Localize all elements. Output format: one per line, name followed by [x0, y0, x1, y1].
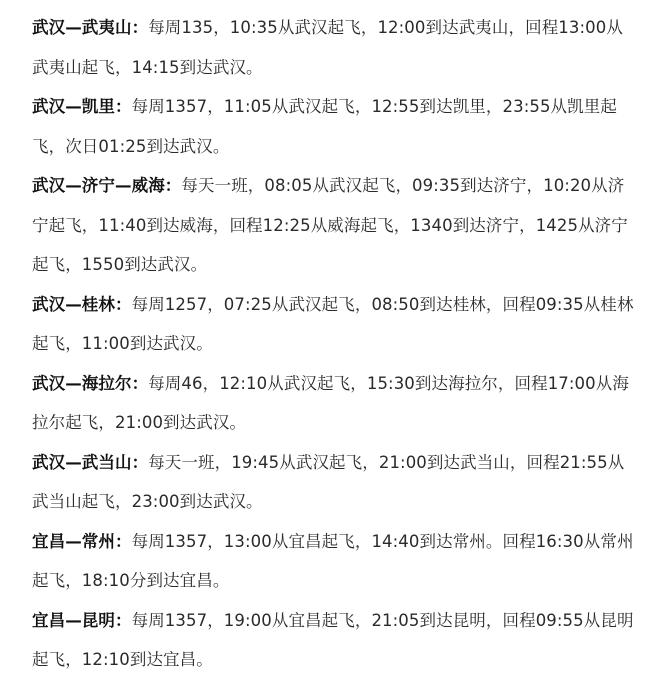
route-title: 武汉—桂林：	[32, 294, 132, 314]
route-detail: 每周1257，07:25从武汉起飞，08:50到达桂林，回程09:35从桂林起飞，11:00到达武汉。	[32, 294, 634, 353]
route-title: 武汉—凯里：	[32, 97, 132, 116]
route-detail: 每天一班，08:05从武汉起飞，09:35到达济宁，10:20从济宁起飞，11:40到达威海，回程12:25从威海起飞，1340到达济宁，1425从济宁起飞，1550到达武汉。	[32, 176, 628, 274]
route-title: 武汉—武夷山：	[32, 18, 149, 37]
route-detail: 每周1357，19:00从宜昌起飞，21:05到达昆明，回程09:55从昆明起飞，12:10到达宜昌。	[32, 610, 634, 669]
route-detail: 每周46，12:10从武汉起飞，15:30到达海拉尔，回程17:00从海拉尔起飞，21:00到达武汉。	[32, 373, 629, 432]
route-detail: 每天一班，19:45从武汉起飞，21:00到达武当山，回程21:55从武当山起飞，23:00到达武汉。	[32, 452, 625, 511]
schedule-entry-wuhan-guilin	[32, 285, 634, 364]
schedule-entry-wuhan-jining-weihai	[32, 166, 634, 285]
route-detail: 每周1357，11:05从武汉起飞，12:55到达凯里，23:55从凯里起飞，次日01:25到达武汉。	[32, 97, 617, 156]
route-title: 武汉—济宁—威海：	[32, 176, 182, 195]
route-detail: 每周135，10:35从武汉起飞，12:00到达武夷山，回程13:00从武夷山起飞，14:15到达武汉。	[32, 18, 623, 77]
route-title: 武汉—海拉尔：	[32, 373, 149, 393]
route-title: 武汉—武当山：	[32, 452, 149, 472]
schedule-entry-yichang-kunming	[32, 601, 634, 680]
route-detail: 每周1357，13:00从宜昌起飞，14:40到达常州。回程16:30从常州起飞，18:10分到达宜昌。	[32, 531, 634, 590]
schedule-entry-wuhan-wuyishan	[32, 8, 634, 87]
schedule-entry-wuhan-kaili	[32, 87, 634, 166]
schedule-entry-wuhan-hailar	[32, 364, 634, 443]
route-title: 宜昌—昆明：	[32, 610, 132, 630]
route-title: 宜昌—常州：	[32, 531, 132, 551]
schedule-entry-wuhan-wudangshan	[32, 443, 634, 522]
schedule-entry-yichang-changzhou	[32, 522, 634, 601]
